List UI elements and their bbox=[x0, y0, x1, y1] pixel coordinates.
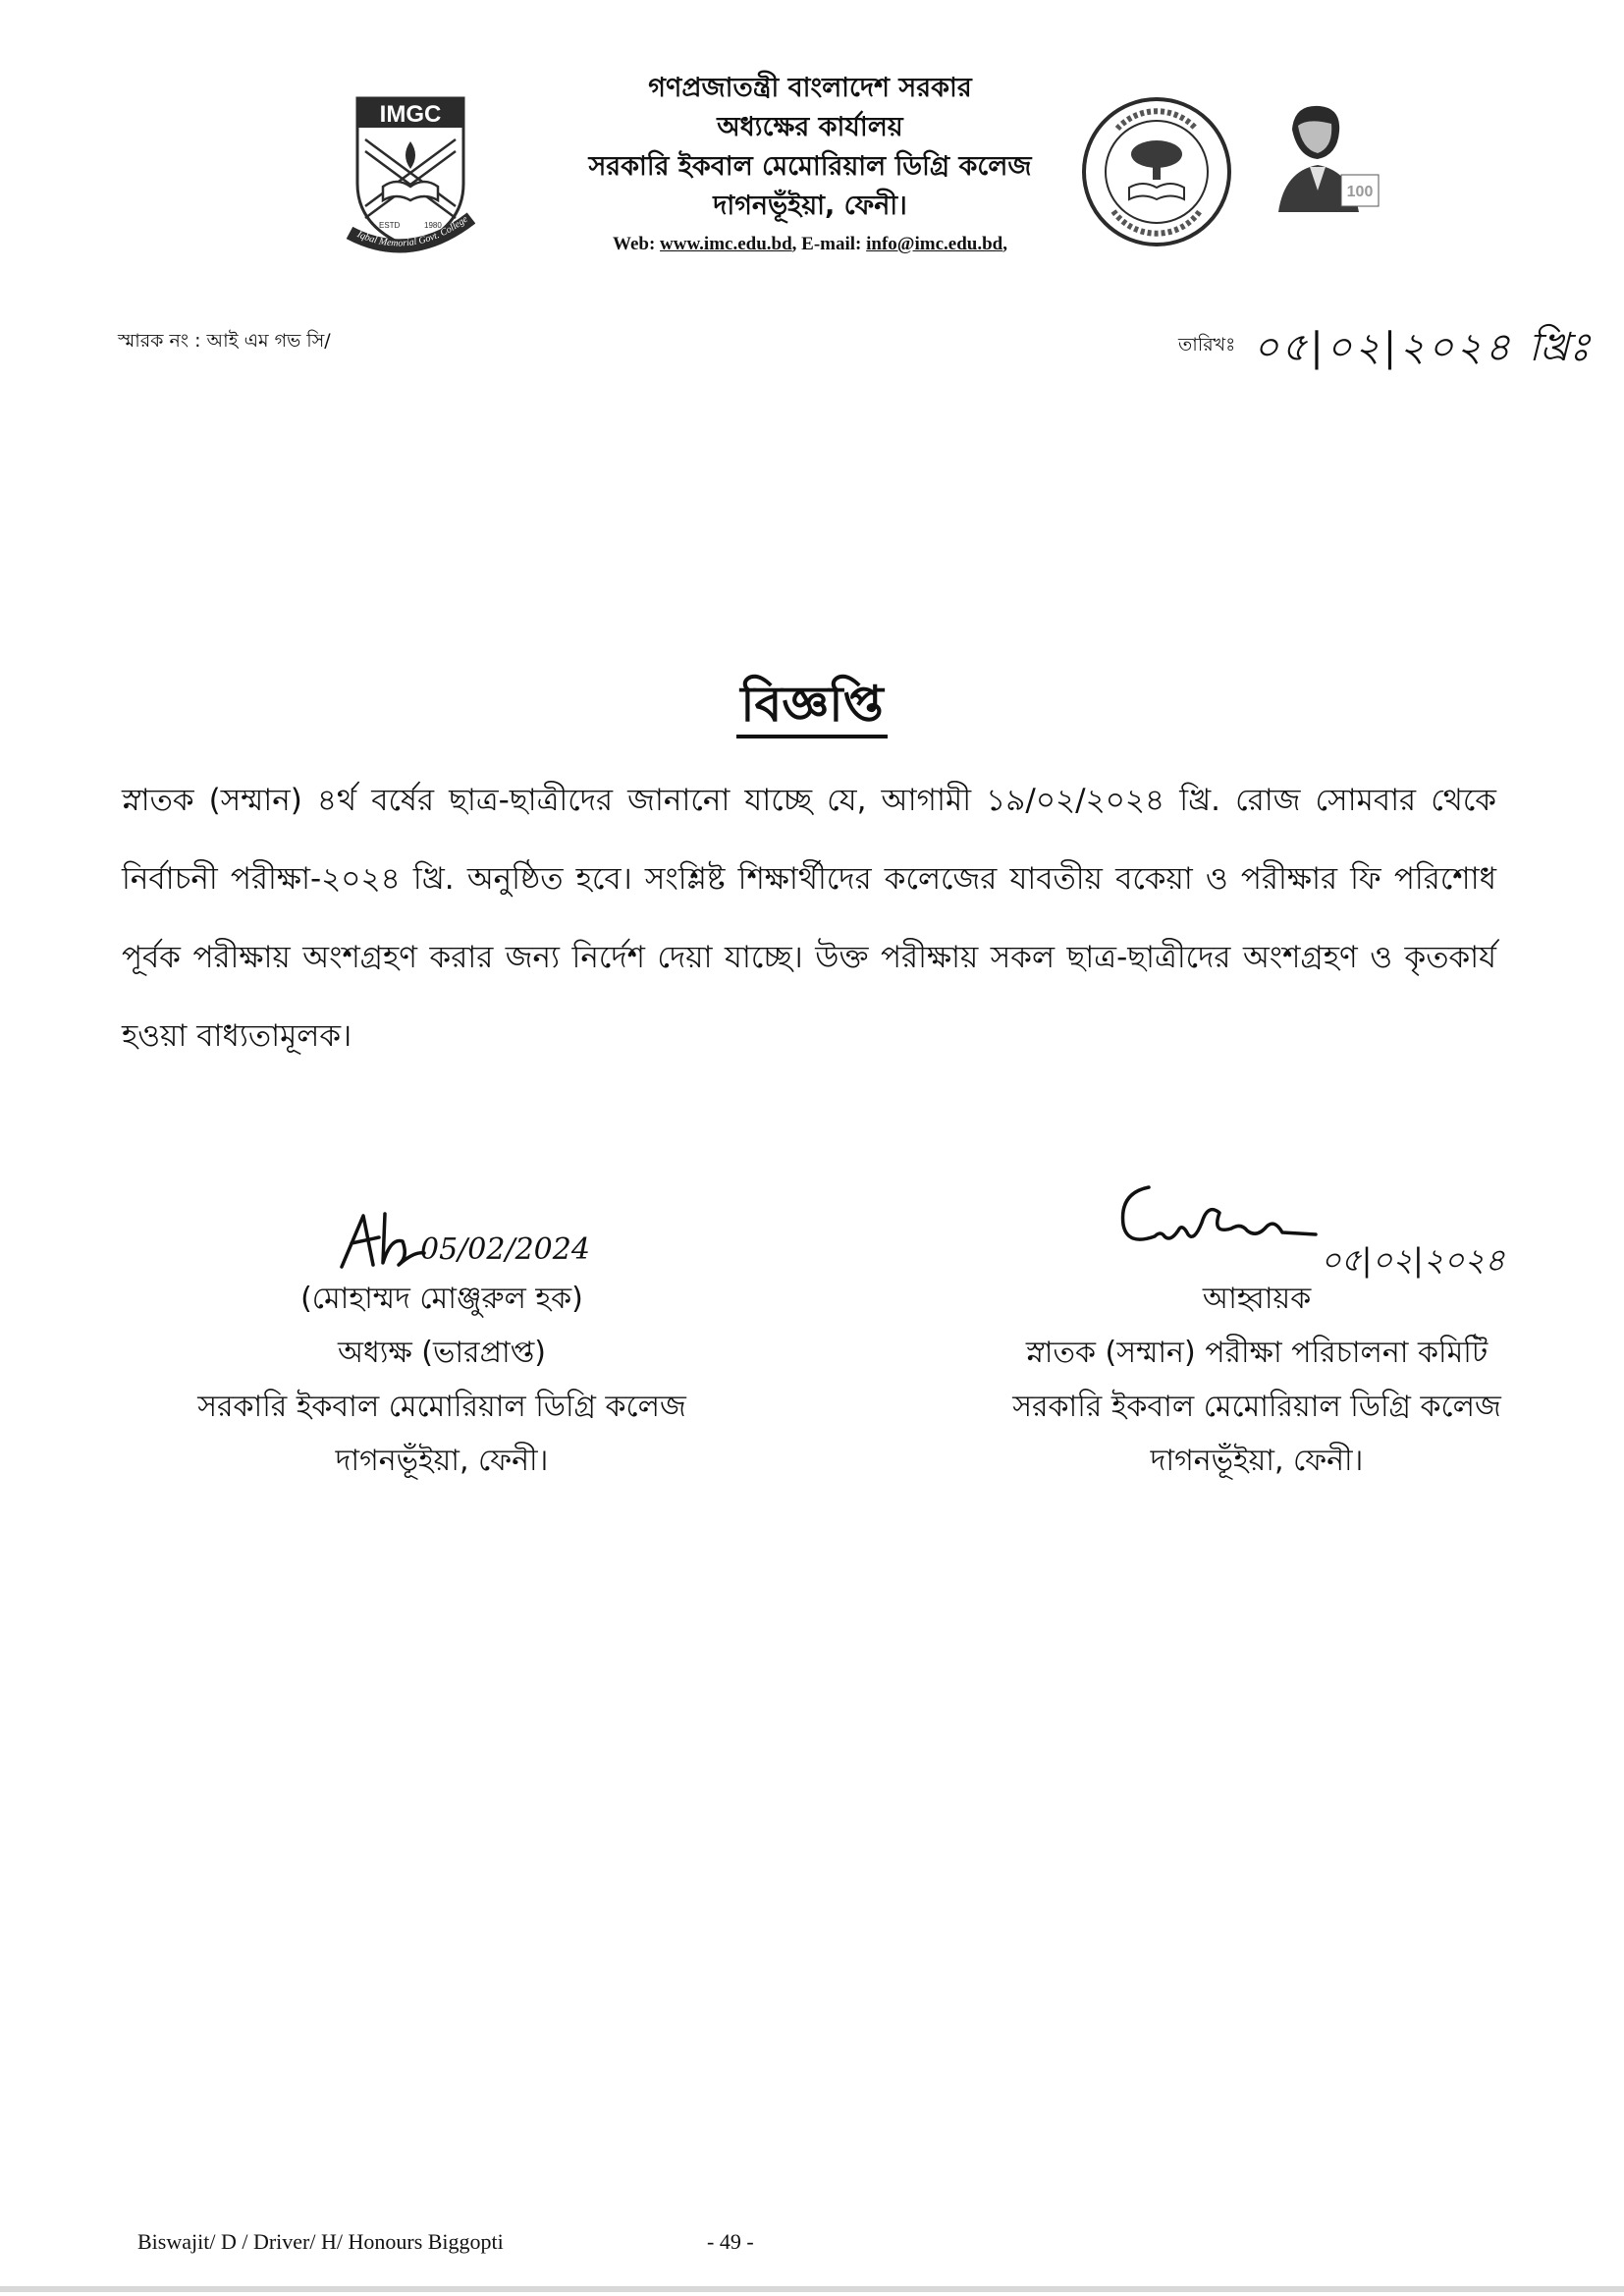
date-line bbox=[1178, 316, 1593, 382]
principal-signature bbox=[334, 1208, 432, 1277]
web-label: Web: bbox=[613, 234, 661, 254]
header-government: গণপ্রজাতন্ত্রী বাংলাদেশ সরকার bbox=[648, 73, 972, 103]
convener-institution: সরকারি ইকবাল মেমোরিয়াল ডিগ্রি কলেজ bbox=[1012, 1390, 1501, 1424]
convener-block bbox=[972, 1272, 1542, 1488]
college-logo bbox=[346, 90, 475, 257]
svg-text:100: 100 bbox=[1346, 184, 1374, 200]
letterhead bbox=[535, 69, 1085, 255]
principal-signature-date: 05/02/2024 bbox=[420, 1232, 590, 1267]
memo-number: স্মারক নং : আই এম গভ সি/ bbox=[118, 330, 331, 352]
convener-committee: স্নাতক (সম্মান) পরীক্ষা পরিচালনা কমিটি bbox=[1025, 1336, 1489, 1370]
email-label: , E-mail: bbox=[791, 234, 867, 254]
web-link[interactable]: www.imc.edu.bd bbox=[660, 234, 792, 254]
round-seal bbox=[1078, 93, 1235, 250]
notice-title bbox=[0, 668, 1624, 749]
principal-designation: অধ্যক্ষ (ভারপ্রাপ্ত) bbox=[337, 1336, 547, 1370]
email-link[interactable]: info@imc.edu.bd bbox=[866, 234, 1003, 254]
header-college: সরকারি ইকবাল মেমোরিয়াল ডিগ্রি কলেজ bbox=[588, 151, 1032, 182]
date-label: তারিখঃ bbox=[1178, 334, 1236, 355]
convener-signature bbox=[1110, 1174, 1335, 1262]
convener-signature-date: ০৫|০২|২০২৪ bbox=[1321, 1241, 1505, 1279]
principal-location: দাগনভূঁইয়া, ফেনী। bbox=[335, 1444, 549, 1478]
header-office: অধ্যক্ষের কার্যালয় bbox=[717, 112, 903, 142]
header-location: দাগনভূঁইয়া, ফেনী। bbox=[713, 191, 907, 221]
principal-name: (মোহাম্মদ মোঞ্জুরুল হক) bbox=[300, 1282, 583, 1316]
logo-estd: ESTD bbox=[379, 221, 401, 230]
principal-block bbox=[147, 1272, 736, 1488]
logo-ribbon-text: Iqbal Memorial Govt. College bbox=[355, 213, 470, 249]
page-number: - 49 - bbox=[707, 2229, 754, 2254]
email-suffix: , bbox=[1002, 234, 1007, 254]
date-value: ০৫|০২|২০২৪ খ্রিঃ bbox=[1253, 325, 1594, 370]
scan-edge bbox=[0, 2286, 1624, 2292]
principal-institution: সরকারি ইকবাল মেমোরিয়াল ডিগ্রি কলেজ bbox=[197, 1390, 686, 1424]
file-reference: Biswajit/ D / Driver/ H/ Honours Biggopti bbox=[137, 2229, 504, 2254]
convener-role: আহ্বায়ক bbox=[1202, 1282, 1312, 1316]
convener-location: দাগনভূঁইয়া, ফেনী। bbox=[1150, 1444, 1364, 1478]
logo-text: IMGC bbox=[379, 101, 442, 128]
notice-title-text: বিজ্ঞপ্তি bbox=[736, 676, 887, 738]
notice-body: স্নাতক (সম্মান) ৪র্থ বর্ষের ছাত্র-ছাত্রীদের জানানো যাচ্ছে যে, আগামী ১৯/০২/২০২৪ খ্রি. রোজ সোমবার থেকে নির্বাচনী পরীক্ষা-২০২৪ খ্রি. অনুষ্ঠিত হবে। সংশ্লিষ্ট শিক্ষার্থীদের কলেজের যাবতীয় বকেয়া ও পরীক্ষার ফি পরিশোধ পূর্বক পরীক্ষায় অংশগ্রহণ করার জন্য নির্দেশ দেয়া যাচ্ছে। উক্ত পরীক্ষায় সকল ছাত্র-ছাত্রীদের অংশগ্রহণ ও কৃতকার্য হওয়া বাধ্যতামূলক। bbox=[122, 783, 1496, 1054]
mujib-borsho-portrait bbox=[1265, 96, 1382, 214]
logo-year: 1980 bbox=[424, 221, 442, 230]
contact-line bbox=[535, 234, 1085, 255]
